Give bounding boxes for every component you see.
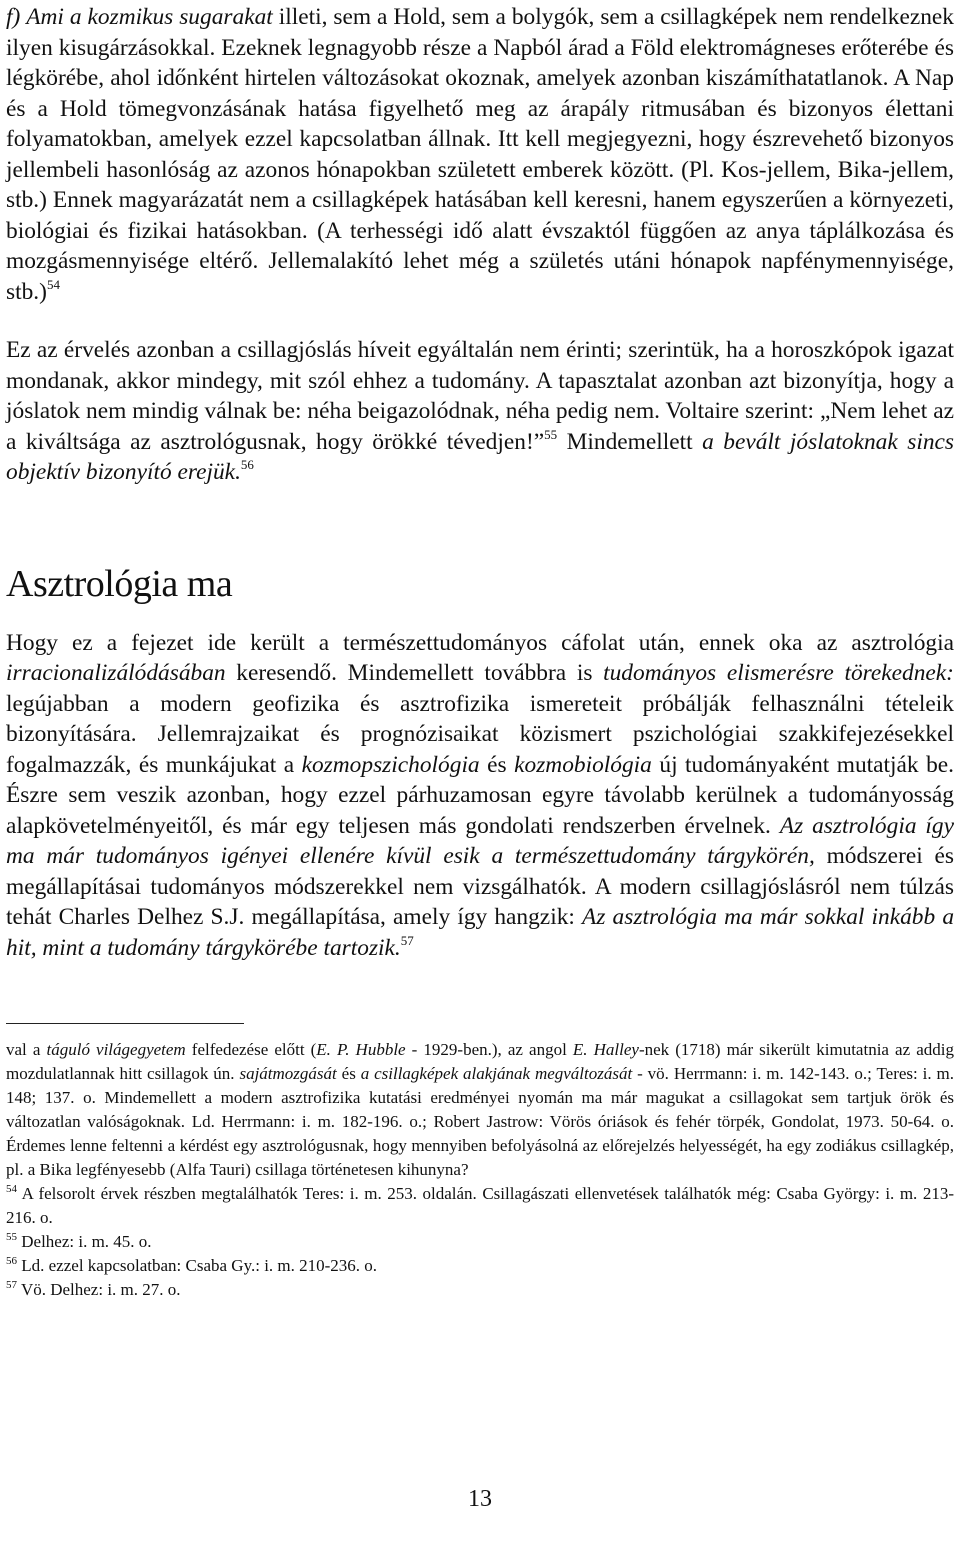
footnote-emphasis: a csillagképek alakjának megváltozását [360,1064,633,1083]
item-label: f) [6,4,21,30]
paragraph-cosmic-rays [6,0,954,307]
footnote-emphasis: E. P. Hubble [316,1040,406,1059]
section-title: Asztrológia ma [6,562,233,605]
emphasis-term: Ami a kozmikus sugarakat [26,4,273,30]
paragraph-text: Hogy ez a fejezet ide került a természettudományos cáfolat után, ennek oka az asztrológia [6,629,954,656]
footnote-continuation [6,1038,954,1182]
footnote-text: Vö. Delhez: i. m. 27. o. [17,1280,181,1299]
footnote-text: - vö. Herrmann: i. m. 142-143. o.; Teres: i. m. 148; 137. o. Mindemellett a modern asztrofizika kutatási eredményei nyomán ma már magukat a csillagokat sem tartjuk örök és változatlan valóságoknak. Ld. Herrmann: i. m. 182-196. o.; Robert Jastrow: Vörös óriások és fehér törpék, Gondolat, 1973. 50-64. o. Érdemes lenne feltenni a kérdést egy asztrológusnak, hogy mennyiben befolyásolná az előrejelzés helyességét, ha egy zodiákus csillagkép, pl. a Bika legfényesebb (Alfa Tauri) csillaga történetesen kihunyna? [6,1064,954,1179]
footnote-54 [6,1182,954,1230]
page-number: 13 [468,1486,492,1512]
emphasis-text: kozmobiológia [514,751,652,778]
footnote-ref-56[interactable]: 56 [240,457,254,472]
footnote-text: A felsorolt érvek részben megtalálhatók Teres: i. m. 253. oldalán. Csillagászati ellenvetések találhatók még: Csaba György: i. m. 213-216. o. [6,1184,954,1227]
footnote-56 [6,1254,954,1278]
footnotes [6,1038,954,1302]
footnote-text: val a [6,1040,47,1059]
footnote-text: -nek (1718) már sikerült kimutatnia az addig mozdulatlannak hitt csillagok ún. [6,1040,955,1083]
footnote-57 [6,1278,954,1302]
emphasis-text: Az asztrológia ma már sokkal inkább a hit, mint a tudomány tárgykörébe tartozik. [6,904,955,961]
emphasis-text: tudományos elismerésre törekednek: [603,660,954,686]
emphasis-text: kozmopszichológia [301,751,480,778]
footnote-text: és [336,1064,361,1083]
footnote-number: 55 [6,1231,17,1243]
paragraph-astrology-today [6,628,954,964]
footnote-separator [6,1023,244,1024]
emphasis-text: irracionalizálódásában [6,660,226,686]
document-page [6,0,954,1302]
emphasis-text: Az asztrológia így ma már tudományos igényei ellenére kívül esik a természettudomány tárgykörén, [6,812,955,869]
footnote-ref-54[interactable]: 54 [46,276,60,292]
footnote-emphasis: E. Halley [572,1040,639,1059]
footnote-text: Delhez: i. m. 45. o. [17,1232,152,1251]
footnote-emphasis: táguló világegyetem [46,1040,186,1059]
footnote-text: felfedezése előtt ( [185,1040,317,1059]
footnote-number: 57 [6,1279,17,1291]
footnote-emphasis: sajátmozgását [239,1064,337,1083]
paragraph-text: keresendő. Mindemellett továbbra is [225,660,604,686]
footnote-text: Ld. ezzel kapcsolatban: Csaba Gy.: i. m. 210-236. o. [17,1256,378,1275]
paragraph-text: legújabban a modern geofizika és asztrofizika ismereteit próbálják felhasználni tételeik bizonyítására. Jellemrajzaikat és prognózisaikat közismert pszichológiai szakkifejezésekkel fogalmazzák, és munkájukat a [6,690,954,778]
footnote-text: - 1929-ben.), az angol [405,1040,573,1059]
paragraph-text: új tudományaként mutatják be. Észre sem veszik azonban, hogy ezzel párhuzamosan egyre távolabb kerülnek a tudományosság alapkövetelményeitől, és már egy teljesen más gondolati rendszerben érvelnek. [6,751,955,839]
footnote-ref-55[interactable]: 55 [544,426,558,442]
footnote-number: 56 [6,1255,17,1267]
footnote-ref-57[interactable]: 57 [400,932,414,948]
footnote-55 [6,1230,954,1254]
paragraph-text: módszerei és megállapításai tudományos módszerekkel nem vizsgálhatók. A modern csillagjóslásról nem túlzás tehát Charles Delhez S.J. megállapítása, amely így hangzik: [6,843,954,930]
emphasis-text: a bevált jóslatoknak sincs objektív bizonyító erejük. [6,428,955,485]
paragraph-text: Ez az érvelés azonban a csillagjóslás híveit egyáltalán nem érinti; szerintük, ha a horoszkópok igazat mondanak, akkor mindegy, mit szól ehhez a tudomány. A tapasztalat azonban azt bizonyítja, hogy a jóslatok nem mindig válnak be: néha beigazolódnak, néha pedig nem. Voltaire szerint: „Nem lehet az a kiváltsága az asztrológusnak, hogy örökké tévedjen!” [6,337,954,455]
paragraph-text: és [479,751,515,778]
paragraph-argument [6,335,954,488]
paragraph-text: Mindemellett [557,428,703,455]
footnote-number: 54 [6,1183,17,1195]
paragraph-text: illeti, sem a Hold, sem a bolygók, sem a csillagképek nem rendelkeznek ilyen kisugárzásokkal. Ezeknek legnagyobb része a Napból árad a Föld elektromágneses erőterébe és légkörébe, ahol időnként hirtelen változásokat okoznak, amelyek azonban kiszámíthatatlanok. A Nap és a Hold tömegvonzásának hatása figyelhető meg az árapály ritmusában és bizonyos élettani folyamatokban, amelyek ezzel kapcsolatban állnak. Itt kell megjegyezni, hogy észrevehető bizonyos jellembeli hasonlóság az azonos hónapokban született emberek között. (Pl. Kos-jellem, Bika-jellem, stb.) Ennek magyarázatát nem a csillagképek hatásában kell keresni, hanem egyszerűen a környezeti, biológiai és fizikai hatásokban. (A terhességi idő alatt évszaktól függően az anya táplálkozása és mozgásmennyisége eltérő. Jellemalakító lehet még a születés utáni hónapok napfénymennyisége, stb.) [6,4,955,305]
